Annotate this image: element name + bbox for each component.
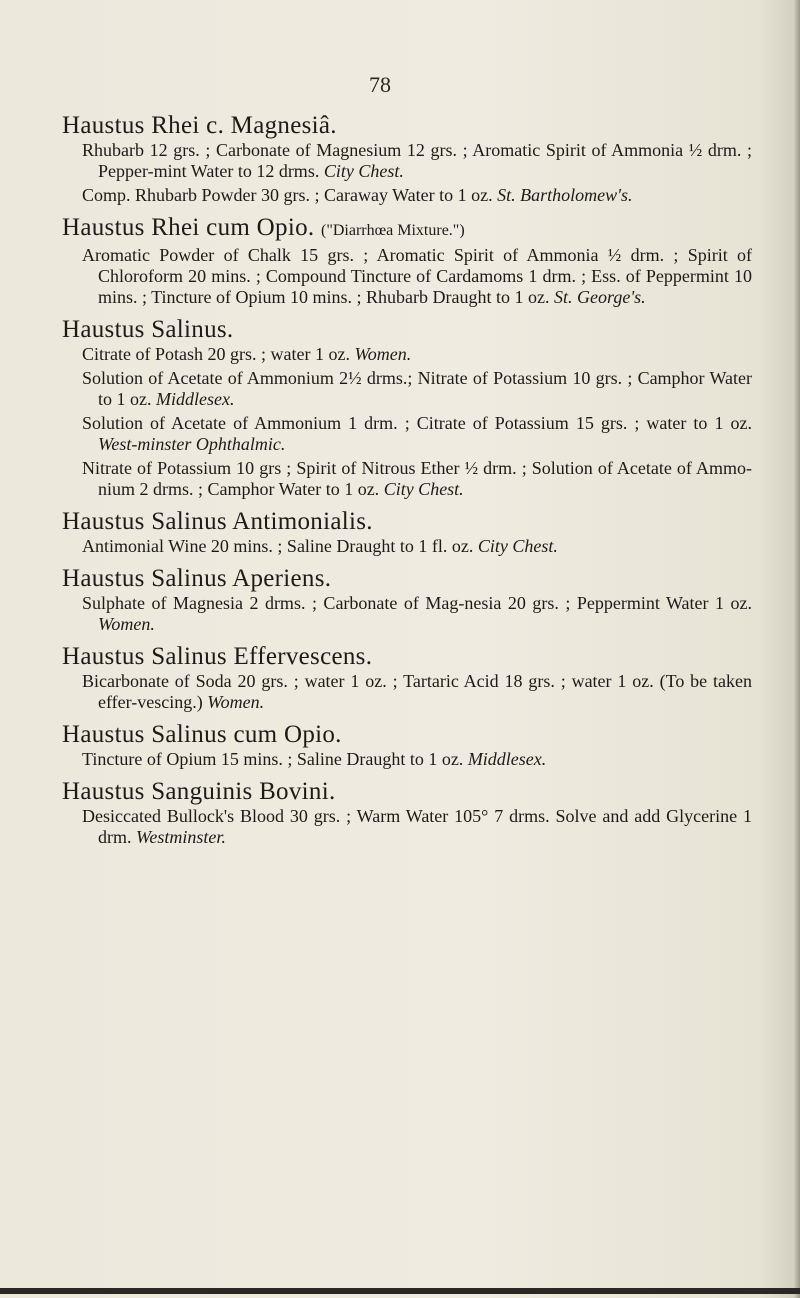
recipe-source: City Chest. — [477, 536, 558, 556]
recipe-source: City Chest. — [323, 161, 404, 181]
recipe-text: Sulphate of Magnesia 2 drms. ; Carbonate of Mag-nesia 20 grs. ; Peppermint Water 1 oz. — [82, 593, 752, 613]
recipe-source: City Chest. — [383, 479, 464, 499]
recipe-paragraph — [82, 536, 752, 557]
recipe-text: Antimonial Wine 20 mins. ; Saline Draught to 1 fl. oz. — [82, 536, 474, 556]
entry-heading: Haustus Salinus cum Opio. — [62, 721, 342, 748]
entry-haustus-sanguinis-bovini — [62, 778, 752, 848]
entry-heading: Haustus Salinus Aperiens. — [62, 565, 332, 592]
recipe-paragraph — [82, 245, 752, 308]
recipe-text: Bicarbonate of Soda 20 grs. ; water 1 oz. ; Tartaric Acid 18 grs. ; water 1 oz. (To be taken effer-vescing.) — [82, 671, 752, 712]
entry-heading — [62, 214, 752, 244]
entry-heading-title: Haustus Rhei cum Opio. — [62, 214, 315, 241]
recipe-source: Women. — [354, 344, 412, 364]
entry-heading: Haustus Salinus Antimonialis. — [62, 508, 373, 535]
entry-haustus-salinus — [62, 316, 752, 500]
recipe-paragraph — [82, 368, 752, 410]
entry-heading-note: ("Diarrhœa Mixture.") — [320, 222, 465, 239]
entry-haustus-salinus-antimonialis — [62, 508, 752, 557]
recipe-text: Rhubarb 12 grs. ; Carbonate of Magnesium 12 grs. ; Aromatic Spirit of Ammonia ½ drm. ; Pepper-mint Water to 12 drms. — [82, 140, 752, 181]
entry-haustus-salinus-cum-opio — [62, 721, 752, 770]
bottom-border — [0, 1288, 800, 1294]
recipe-text: Desiccated Bullock's Blood 30 grs. ; Warm Water 105° 7 drms. Solve and add Glycerine 1 drm. — [82, 806, 752, 847]
recipe-text: Tincture of Opium 15 mins. ; Saline Draught to 1 oz. — [82, 749, 464, 769]
recipe-text: Solution of Acetate of Ammonium 2½ drms.; Nitrate of Potassium 10 grs. ; Camphor Water to 1 oz. — [82, 368, 752, 409]
recipe-source: West-minster Ophthalmic. — [98, 434, 286, 454]
recipe-paragraph — [82, 458, 752, 500]
recipe-text: Nitrate of Potassium 10 grs ; Spirit of Nitrous Ether ½ drm. ; Solution of Acetate of Ammo-nium 2 drms. ; Camphor Water to 1 oz. — [82, 458, 752, 499]
recipe-paragraph — [82, 140, 752, 182]
recipe-source: Westminster. — [136, 827, 226, 847]
recipe-source: St. George's. — [554, 287, 646, 307]
recipe-paragraph — [82, 671, 752, 713]
recipe-paragraph — [82, 185, 752, 206]
page-edge-shadow — [794, 0, 800, 1298]
recipe-paragraph — [82, 413, 752, 455]
recipe-paragraph — [82, 749, 752, 770]
entry-heading: Haustus Sanguinis Bovini. — [62, 778, 336, 805]
page-number: 78 — [369, 72, 391, 97]
recipe-paragraph — [82, 806, 752, 848]
entry-heading: Haustus Salinus Effervescens. — [62, 643, 373, 670]
entry-haustus-salinus-effervescens — [62, 643, 752, 713]
recipe-text: Citrate of Potash 20 grs. ; water 1 oz. — [82, 344, 350, 364]
recipe-source: Women. — [207, 692, 265, 712]
entry-haustus-rhei-magnesia — [62, 112, 752, 206]
entry-heading: Haustus Salinus. — [62, 316, 234, 343]
recipe-source: Middlesex. — [467, 749, 547, 769]
entry-haustus-salinus-aperiens — [62, 565, 752, 635]
entry-haustus-rhei-cum-opio — [62, 214, 752, 308]
recipe-source: Middlesex. — [156, 389, 235, 409]
recipe-paragraph — [82, 593, 752, 635]
recipe-source: St. Bartholomew's. — [497, 185, 633, 205]
recipe-source: Women. — [98, 614, 155, 634]
recipe-text: Solution of Acetate of Ammonium 1 drm. ; Citrate of Potassium 15 grs. ; water to 1 oz. — [82, 413, 752, 433]
recipe-paragraph — [82, 344, 752, 365]
recipe-text: Aromatic Powder of Chalk 15 grs. ; Aromatic Spirit of Ammonia ½ drm. ; Spirit of Chloroform 20 mins. ; Compound Tincture of Cardamoms 1 drm. ; Ess. of Peppermint 10 mins. ; Tincture of Opium 10 mins. ; Rhubarb Draught to 1 oz. — [82, 245, 752, 307]
page-content — [62, 112, 752, 856]
entry-heading: Haustus Rhei c. Magnesiâ. — [62, 112, 337, 139]
recipe-text: Comp. Rhubarb Powder 30 grs. ; Caraway Water to 1 oz. — [82, 185, 493, 205]
